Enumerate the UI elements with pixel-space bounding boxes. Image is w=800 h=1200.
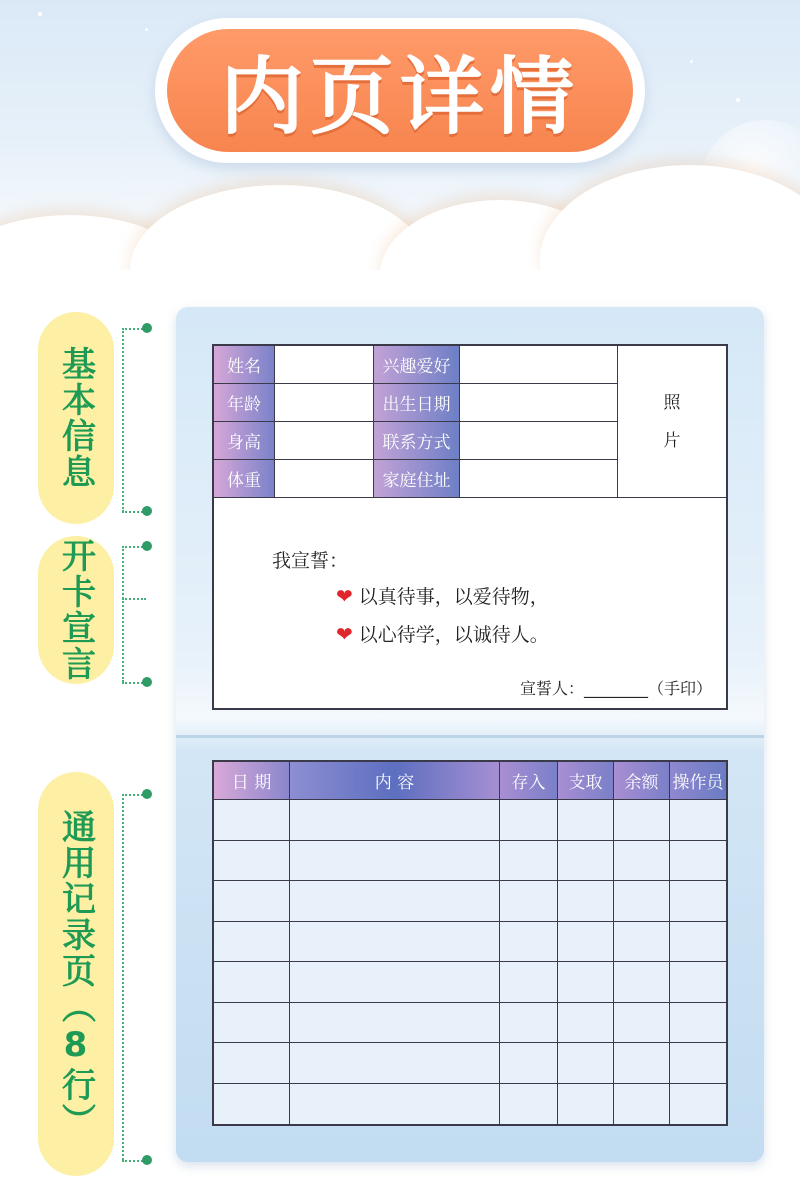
table-cell[interactable] [290, 800, 500, 841]
table-cell[interactable] [670, 1084, 726, 1125]
oath-line-1-text: 以真待事，以爱待物， [358, 586, 549, 608]
table-cell[interactable] [558, 1003, 614, 1044]
table-cell[interactable] [614, 881, 670, 922]
label-height: 身高 [214, 422, 275, 460]
table-cell[interactable] [290, 1003, 500, 1044]
side-label-basic-info-text: 基本信息 [55, 346, 96, 490]
oath-heading: 我宣誓： [272, 550, 349, 572]
side-label-oath [38, 536, 114, 684]
label-address: 家庭住址 [374, 460, 460, 498]
table-cell[interactable] [214, 841, 290, 882]
label-weight: 体重 [214, 460, 275, 498]
table-cell[interactable] [290, 1043, 500, 1084]
table-cell[interactable] [290, 881, 500, 922]
photo-char-1: 照 [663, 392, 681, 413]
table-cell[interactable] [614, 1084, 670, 1125]
label-age: 年龄 [214, 384, 275, 422]
table-cell[interactable] [214, 1084, 290, 1125]
table-cell[interactable] [500, 1084, 558, 1125]
field-address[interactable] [460, 460, 618, 498]
table-cell[interactable] [500, 800, 558, 841]
table-cell[interactable] [614, 922, 670, 963]
table-cell[interactable] [290, 922, 500, 963]
heart-icon: ❤ [336, 583, 353, 608]
table-cell[interactable] [558, 1084, 614, 1125]
table-cell[interactable] [558, 800, 614, 841]
field-hobbies[interactable] [460, 346, 618, 384]
records-table [212, 760, 728, 1126]
field-weight[interactable] [275, 460, 374, 498]
side-label-oath-text: 开卡宣言 [55, 538, 96, 682]
table-cell[interactable] [558, 1043, 614, 1084]
field-contact[interactable] [460, 422, 618, 460]
photo-char-2: 片 [663, 430, 681, 451]
table-cell[interactable] [214, 1003, 290, 1044]
table-cell[interactable] [558, 922, 614, 963]
oath-line-2-text: 以心待学，以诚待人。 [358, 624, 549, 646]
oath-signature: 宣誓人：________（手印） [519, 679, 712, 698]
heart-icon: ❤ [336, 621, 353, 646]
header-balance: 余额 [614, 762, 670, 800]
field-name[interactable] [275, 346, 374, 384]
table-cell[interactable] [290, 962, 500, 1003]
side-label-records [38, 772, 114, 1176]
table-cell[interactable] [214, 922, 290, 963]
header-operator: 操作员 [670, 762, 726, 800]
field-height[interactable] [275, 422, 374, 460]
table-cell[interactable] [500, 922, 558, 963]
header-content: 内 容 [290, 762, 500, 800]
table-cell[interactable] [670, 841, 726, 882]
table-cell[interactable] [214, 881, 290, 922]
label-hobbies: 兴趣爱好 [374, 346, 460, 384]
oath-section [214, 498, 726, 708]
table-cell[interactable] [500, 1043, 558, 1084]
oath-line-1 [336, 582, 549, 609]
title-banner [155, 18, 645, 163]
table-cell[interactable] [290, 841, 500, 882]
side-label-basic-info [38, 312, 114, 524]
table-cell[interactable] [614, 962, 670, 1003]
table-cell[interactable] [670, 922, 726, 963]
label-name: 姓名 [214, 346, 275, 384]
table-cell[interactable] [670, 962, 726, 1003]
basic-info-card [212, 344, 728, 710]
table-cell[interactable] [670, 1003, 726, 1044]
table-cell[interactable] [214, 962, 290, 1003]
label-birthdate: 出生日期 [374, 384, 460, 422]
header-date: 日 期 [214, 762, 290, 800]
table-cell[interactable] [500, 881, 558, 922]
oath-line-2 [336, 620, 549, 647]
table-cell[interactable] [214, 800, 290, 841]
field-age[interactable] [275, 384, 374, 422]
header-withdraw: 支取 [558, 762, 614, 800]
table-cell[interactable] [670, 1043, 726, 1084]
table-cell[interactable] [500, 962, 558, 1003]
table-cell[interactable] [558, 881, 614, 922]
photo-box[interactable] [618, 346, 726, 498]
table-cell[interactable] [614, 800, 670, 841]
table-cell[interactable] [614, 1043, 670, 1084]
field-birthdate[interactable] [460, 384, 618, 422]
table-cell[interactable] [290, 1084, 500, 1125]
header-deposit: 存入 [500, 762, 558, 800]
table-cell[interactable] [614, 1003, 670, 1044]
table-cell[interactable] [558, 962, 614, 1003]
booklet-fold [176, 735, 764, 738]
table-cell[interactable] [214, 1043, 290, 1084]
table-cell[interactable] [558, 841, 614, 882]
side-label-records-text: 通用记录页（8行） [55, 809, 96, 1139]
table-cell[interactable] [614, 841, 670, 882]
table-cell[interactable] [500, 1003, 558, 1044]
table-cell[interactable] [670, 881, 726, 922]
label-contact: 联系方式 [374, 422, 460, 460]
table-cell[interactable] [500, 841, 558, 882]
page-title: 内页详情 [219, 48, 580, 146]
table-cell[interactable] [670, 800, 726, 841]
